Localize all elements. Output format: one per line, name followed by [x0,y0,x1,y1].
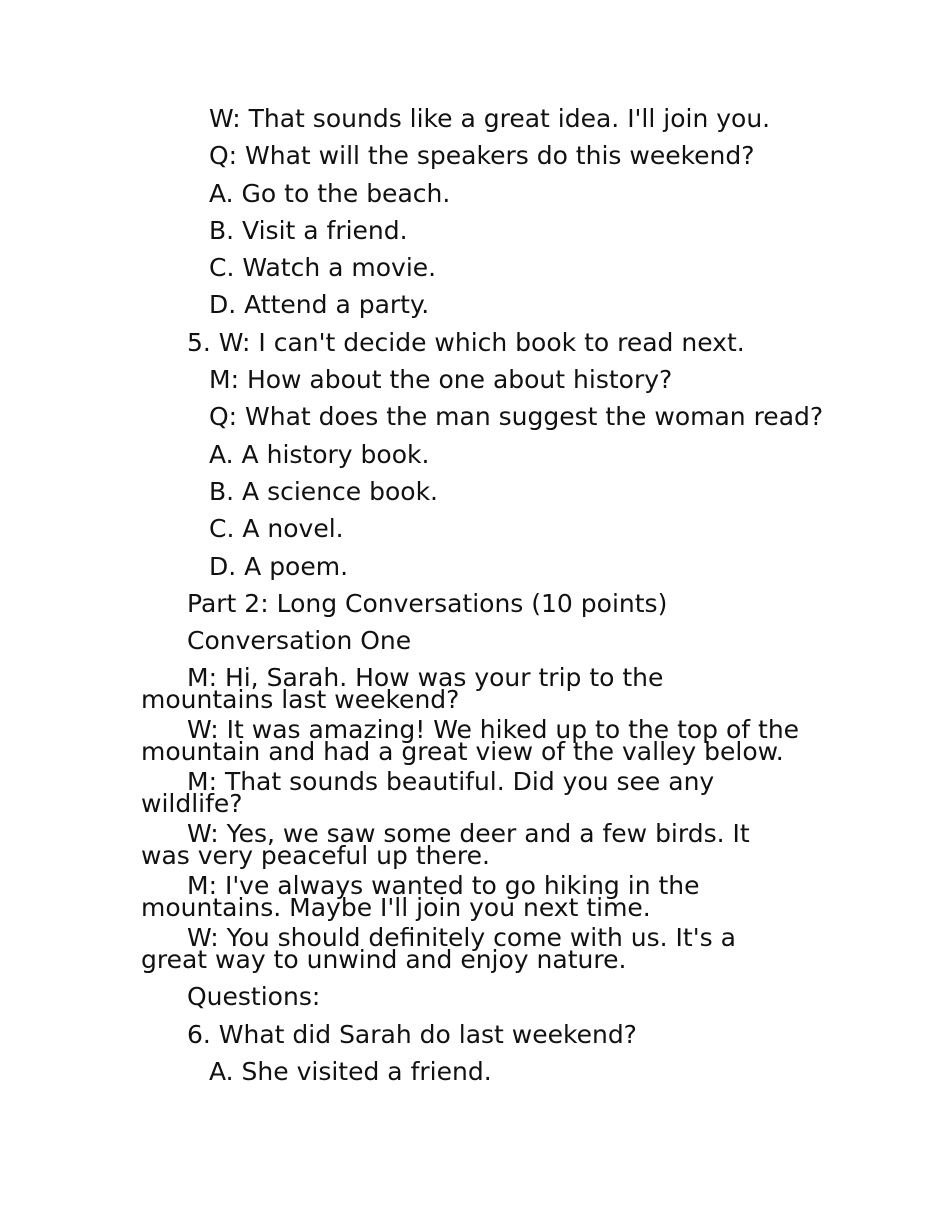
questions-label: Questions: [187,982,321,1012]
dialogue-line: W: That sounds like a great idea. I'll join you. [209,104,771,133]
question-text: 6. What did Sarah do last weekend? [187,1019,637,1049]
dialogue-paragraph: W: You should definitely come with us. It's a great way to unwind and enjoy nature. [141,923,736,975]
answer-option: A. She visited a friend. [209,1057,492,1087]
document-page [141,100,824,1090]
dialogue-paragraph: M: Hi, Sarah. How was your trip to the mountains last weekend? [141,663,664,715]
answer-option: B. Visit a friend. [209,215,408,245]
answer-option: C. A novel. [209,514,344,544]
answer-option: D. A poem. [209,551,349,581]
answer-option: A. A history book. [209,439,430,469]
dialogue-line: 5. W: I can't decide which book to read next. [187,327,745,357]
answer-option: A. Go to the beach. [209,178,451,208]
dialogue-paragraph: W: It was amazing! We hiked up to the top of the mountain and had a great view of the valley below. [141,715,800,767]
section-heading: Part 2: Long Conversations (10 points) [187,588,668,618]
dialogue-paragraph: W: Yes, we saw some deer and a few birds. It was very peaceful up there. [141,819,750,871]
answer-option: C. Watch a movie. [209,253,437,283]
question-text: Q: What does the man suggest the woman read? [209,402,824,432]
answer-option: D. Attend a party. [209,290,430,320]
conversation-title: Conversation One [187,626,412,656]
dialogue-line: M: How about the one about history? [209,365,673,395]
question-text: Q: What will the speakers do this weekend? [209,141,755,171]
dialogue-paragraph: M: I've always wanted to go hiking in the mountains. Maybe I'll join you next time. [141,871,700,923]
answer-option: B. A science book. [209,476,438,506]
dialogue-paragraph: M: That sounds beautiful. Did you see any wildlife? [141,767,715,819]
